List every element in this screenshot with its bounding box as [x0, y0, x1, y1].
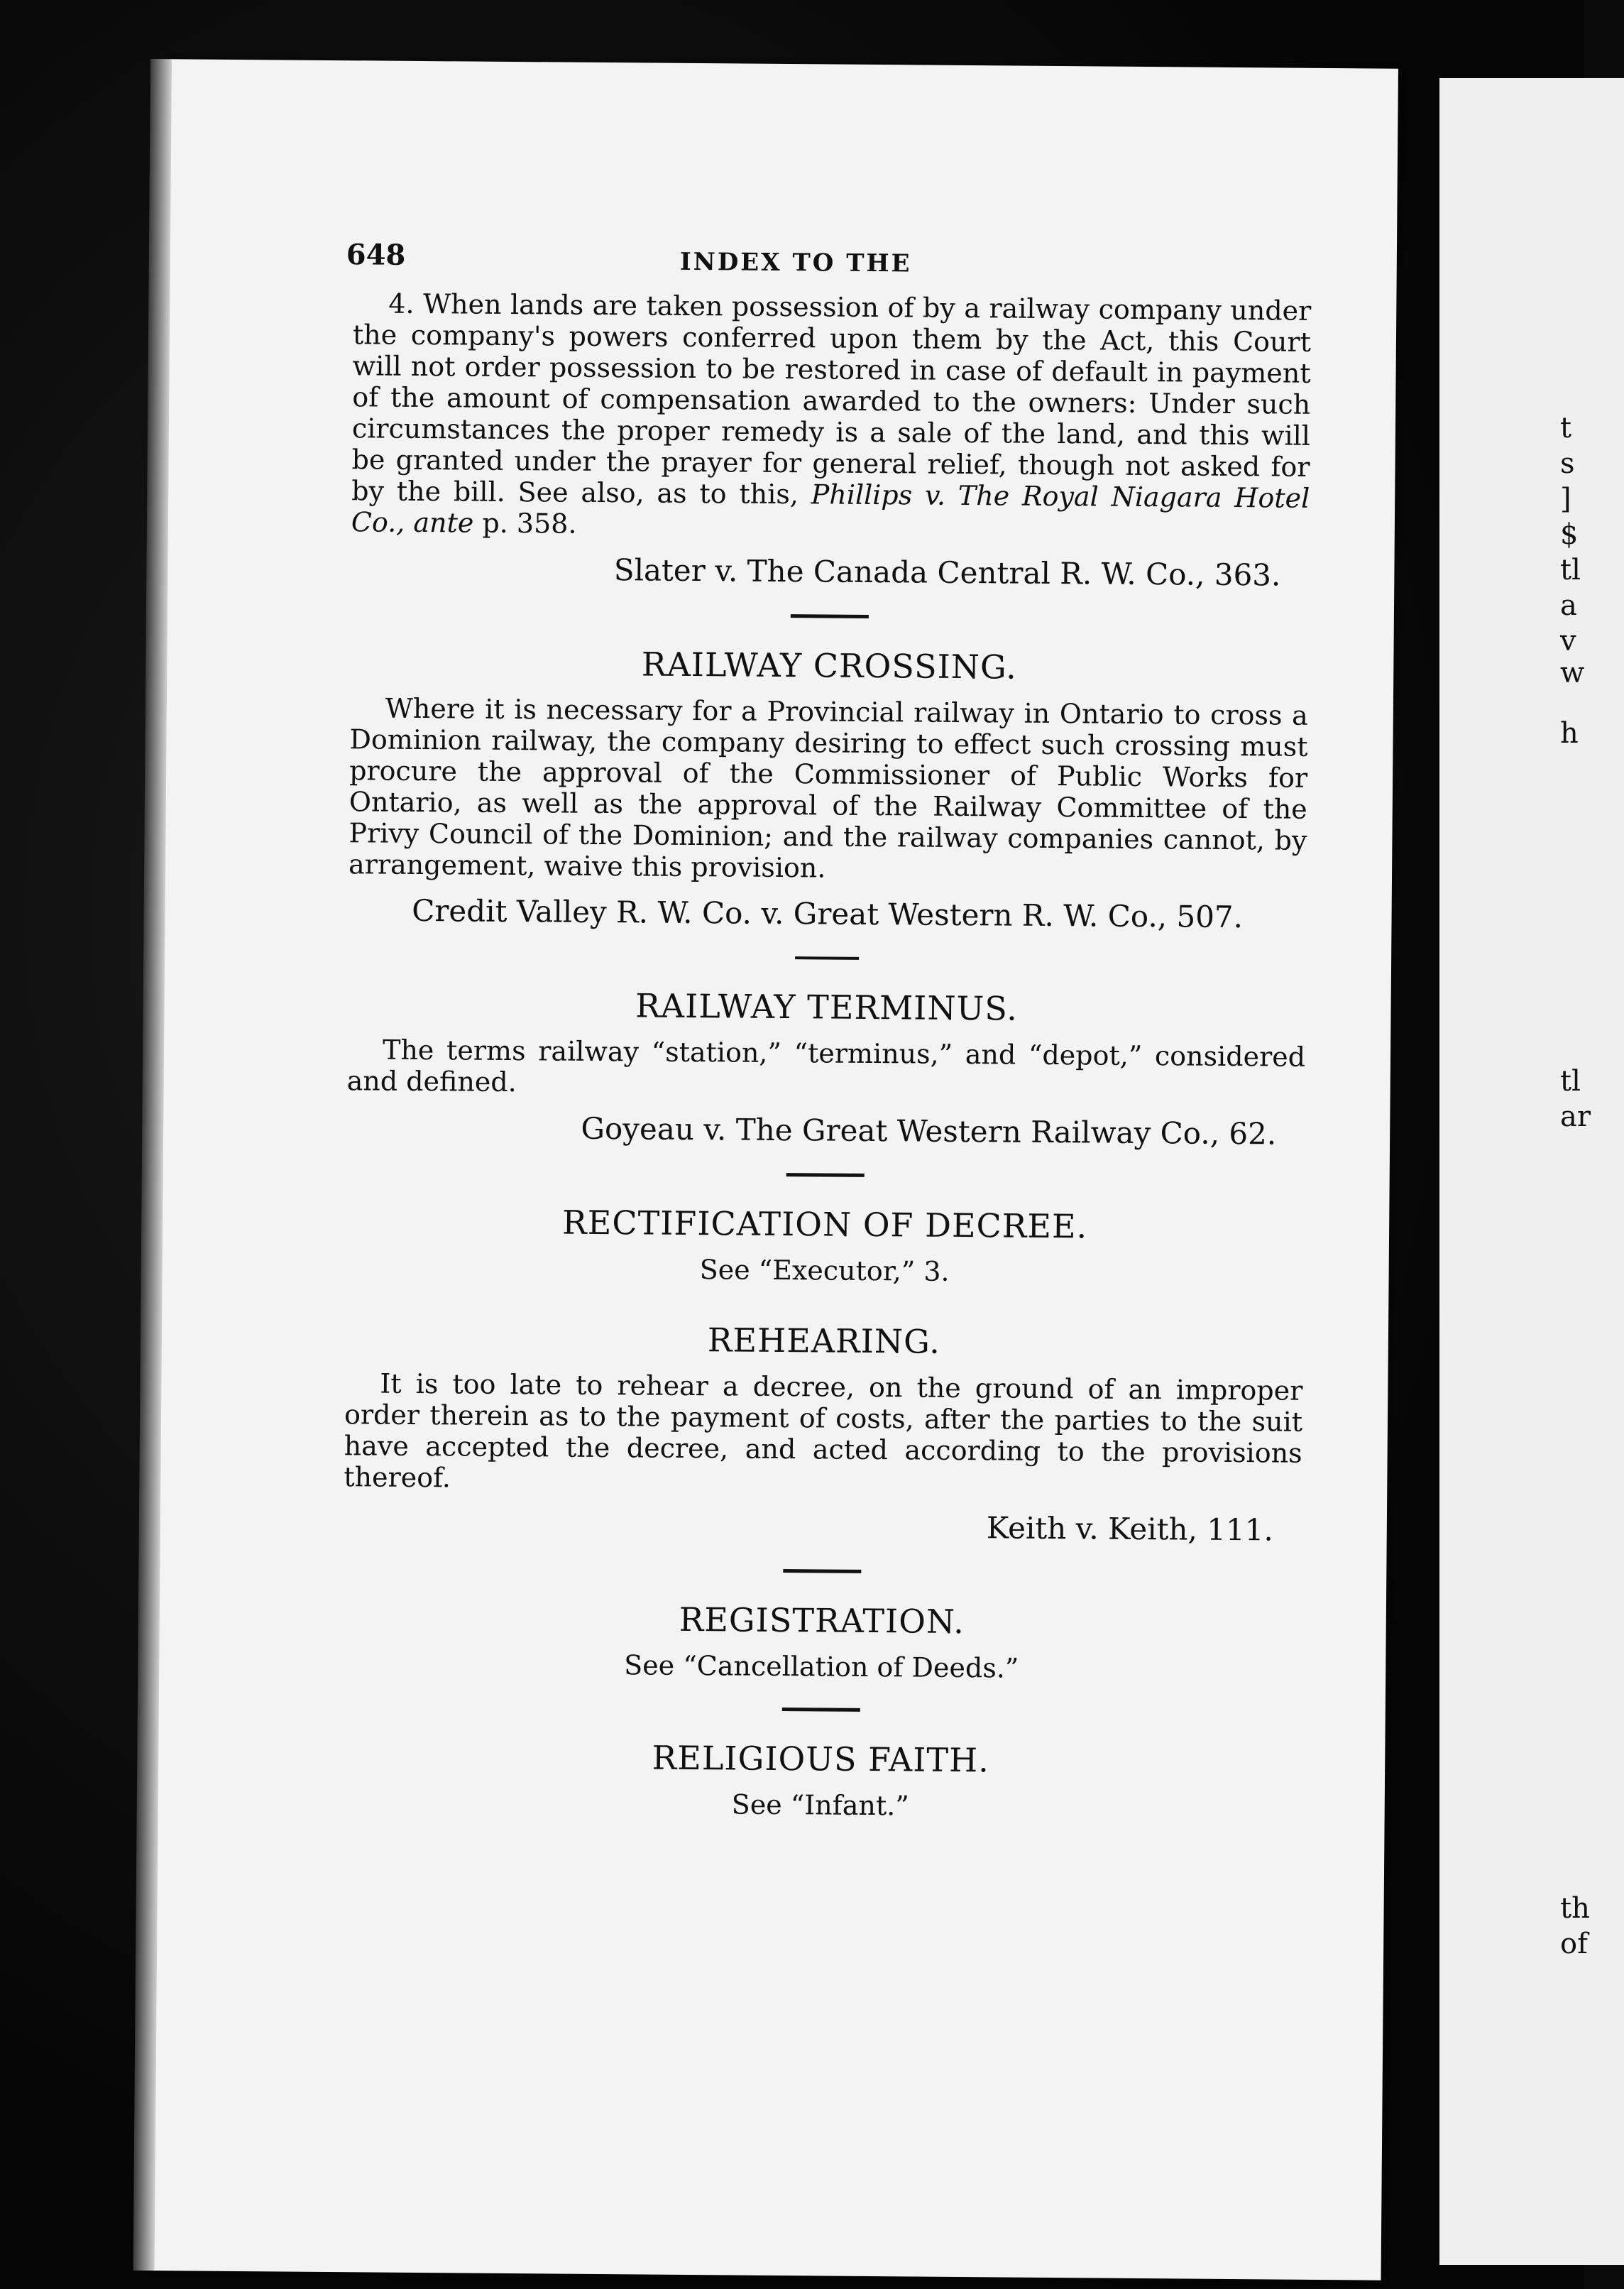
- facing-page-fragment: th: [1560, 1892, 1590, 1925]
- running-title: INDEX TO THE: [679, 247, 912, 278]
- section-heading: REGISTRATION.: [679, 1600, 965, 1641]
- entry-body: The terms railway “station,” “terminus,” and “depot,” considered and defined.: [346, 1034, 1306, 1098]
- entry-registration: [342, 1597, 1301, 1686]
- book-page: [153, 59, 1398, 2280]
- section-divider: [786, 1173, 865, 1177]
- case-citation: Goyeau v. The Great Western Railway Co., 62.: [581, 1110, 1277, 1152]
- entry-rehearing: [344, 1318, 1303, 1548]
- facing-page-fragment: a: [1560, 589, 1577, 622]
- section-heading: RECTIFICATION OF DECREE.: [561, 1203, 1088, 1246]
- page-content: [341, 238, 1312, 1825]
- entry-body: Where it is necessary for a Provincial railway in Ontario to cross a Dominion railway, the company desiring to effect such crossing must procure the approval of the Commissioner of Public Works for Ontario, as well as the approval of the Railway Committee of the Privy Council of the Dominion; and the railway companies cannot, by arrangement, waive this provision.: [348, 692, 1308, 884]
- facing-page-fragment: ar: [1560, 1100, 1591, 1133]
- section-divider: [791, 614, 869, 618]
- facing-page-fragment: $: [1560, 518, 1579, 551]
- section-divider: [783, 1569, 861, 1573]
- see-reference: See “Cancellation of Deeds.”: [624, 1649, 1019, 1684]
- entry-railway-crossing: [348, 643, 1308, 935]
- facing-page-fragment: s: [1560, 447, 1575, 480]
- facing-page-fragment: t: [1560, 412, 1572, 444]
- entry-citation-page: p. 358.: [482, 507, 577, 540]
- section-heading: RELIGIOUS FAITH.: [652, 1738, 990, 1780]
- section-divider: [795, 956, 859, 960]
- section-divider: [782, 1708, 860, 1712]
- see-reference: See “Executor,” 3.: [699, 1254, 950, 1287]
- facing-page-fragment: of: [1560, 1928, 1588, 1960]
- case-citation: Keith v. Keith, 111.: [986, 1510, 1273, 1548]
- page-number: 648: [346, 238, 406, 272]
- facing-page-fragment: tl: [1560, 1065, 1581, 1098]
- entry-religious-faith: [341, 1736, 1300, 1825]
- entry-railway-lands: [351, 288, 1311, 593]
- facing-page-fragment: h: [1560, 717, 1579, 750]
- case-citation: Credit Valley R. W. Co. v. Great Western R. W. Co., 507.: [412, 892, 1244, 935]
- section-heading: RAILWAY TERMINUS.: [635, 986, 1019, 1028]
- entry-citation: Phillips v. The Royal Niagara Hotel Co., ante: [351, 479, 1310, 539]
- entry-text: 4. When lands are taken possession of by a railway company under the company's powers conferred upon them by the Act, this Court will not order possession to be restored in case of default in payment of the amount of compensation awarded to the owners: Under such circumstances the proper remedy is a sale of the land, and this will be granted under the prayer for general relief, though not asked for by the bill. See also, as to this,: [351, 288, 1312, 510]
- entry-railway-terminus: [346, 984, 1306, 1152]
- section-heading: REHEARING.: [707, 1321, 941, 1361]
- facing-page-fragment: w: [1560, 657, 1585, 689]
- entry-body: It is too late to rehear a decree, on the ground of an improper order therein as to the payment of costs, after the parties to the suit have accepted the decree, and acted according to the provisions thereof.: [344, 1367, 1303, 1494]
- see-reference: See “Infant.”: [731, 1788, 909, 1822]
- facing-page-fragment: v: [1560, 625, 1576, 657]
- facing-page: [1439, 78, 1624, 2265]
- facing-page-fragment: tl: [1560, 554, 1581, 586]
- entry-rectification: [346, 1201, 1305, 1290]
- page-header: [346, 238, 1312, 295]
- section-heading: RAILWAY CROSSING.: [641, 645, 1017, 687]
- facing-page-fragment: ]: [1560, 483, 1571, 515]
- entry-body: [351, 288, 1312, 545]
- case-citation: Slater v. The Canada Central R. W. Co., 363.: [613, 552, 1281, 593]
